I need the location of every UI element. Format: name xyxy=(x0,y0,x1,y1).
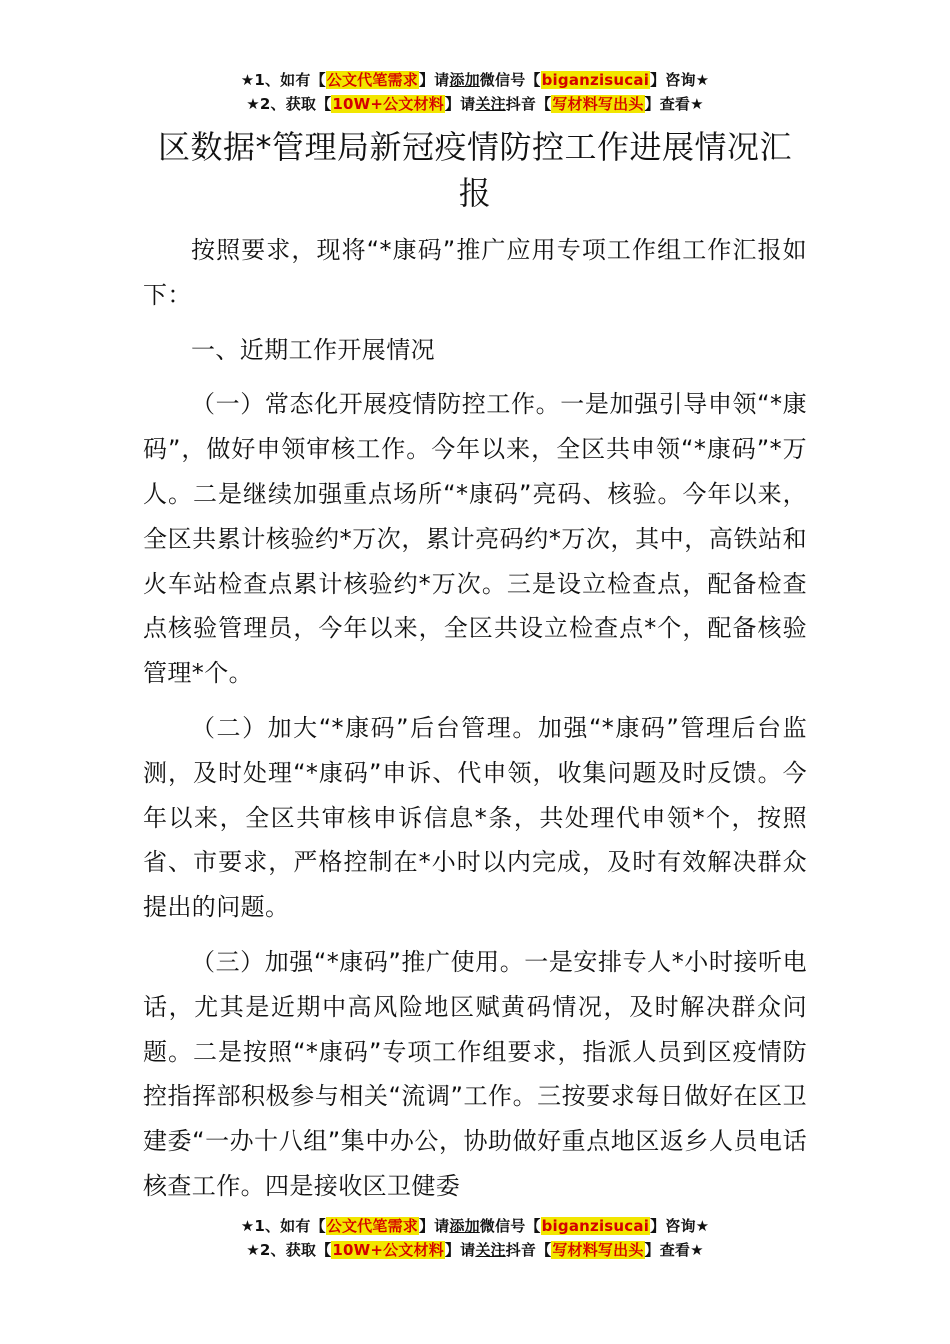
paragraph-1: （一）常态化开展疫情防控工作。一是加强引导申领“*康码”，做好申领审核工作。今年以来，全区共申领“*康码”*万人。二是继续加强重点场所“*康码”亮码、核验。今年以来，全区共累计核验约*万次，累计亮码约*万次，其中，高铁站和火车站检查点累计核验约*万次。三是设立检查点，配备检查点核验管理员，今年以来，全区共设立检查点*个，配备核验管理*个。 xyxy=(143,390,807,688)
highlight-wechat-id: biganzisucai xyxy=(541,1217,650,1235)
highlight-douyin-account: 写材料写出头 xyxy=(552,95,644,113)
highlight-writing-service: 公文代笔需求 xyxy=(326,1217,418,1235)
section-heading: 一、近期工作开展情况 xyxy=(191,335,435,364)
highlight-douyin-account: 写材料写出头 xyxy=(552,1241,644,1259)
header-banner xyxy=(0,68,950,116)
document-body xyxy=(143,228,807,1219)
highlight-materials: 10W+公文材料 xyxy=(332,1241,444,1259)
highlight-writing-service: 公文代笔需求 xyxy=(326,71,418,89)
banner-line-1: ★1、如有【公文代笔需求】请添加微信号【biganzisucai】咨询★ xyxy=(240,1217,710,1235)
banner-line-2: ★2、获取【10W+公文材料】请关注抖音【写材料写出头】查看★ xyxy=(246,1241,704,1259)
intro-paragraph: 按照要求，现将“*康码”推广应用专项工作组工作汇报如下： xyxy=(143,236,807,309)
paragraph-3: （三）加强“*康码”推广使用。一是安排专人*小时接听电话，尤其是近期中高风险地区赋黄码情况，及时解决群众问题。二是按照“*康码”专项工作组要求，指派人员到区疫情防控指挥部积极参与相关“流调”工作。三按要求每日做好在区卫建委“一办十八组”集中办公，协助做好重点地区返乡人员电话核查工作。四是接收区卫健委 xyxy=(143,947,807,1200)
highlight-materials: 10W+公文材料 xyxy=(332,95,444,113)
banner-line-2: ★2、获取【10W+公文材料】请关注抖音【写材料写出头】查看★ xyxy=(246,95,704,113)
document-title: 区数据*管理局新冠疫情防控工作进展情况汇报 xyxy=(157,128,792,212)
footer-banner xyxy=(0,1214,950,1262)
banner-line-1: ★1、如有【公文代笔需求】请添加微信号【biganzisucai】咨询★ xyxy=(240,71,710,89)
paragraph-2: （二）加大“*康码”后台管理。加强“*康码”管理后台监测，及时处理“*康码”申诉、代申领，收集问题及时反馈。今年以来，全区共审核申诉信息*条，共处理代申领*个，按照省、市要求，严格控制在*小时以内完成，及时有效解决群众提出的问题。 xyxy=(143,713,807,922)
highlight-wechat-id: biganzisucai xyxy=(541,71,650,89)
